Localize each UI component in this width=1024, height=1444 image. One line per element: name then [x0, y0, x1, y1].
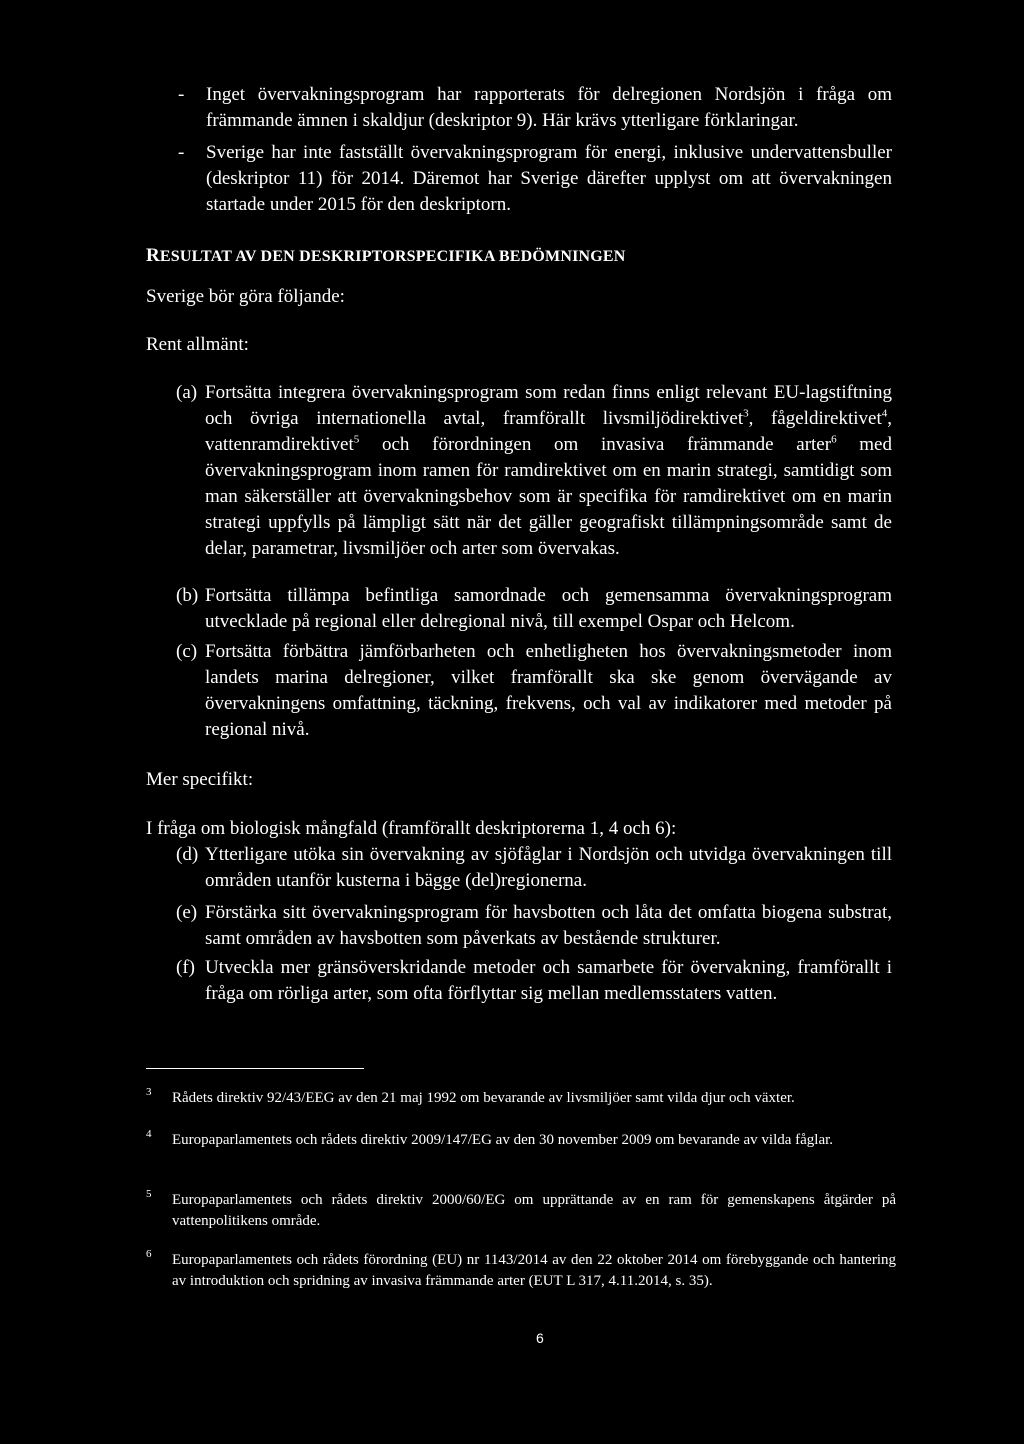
specific-label: Mer specifikt:	[146, 769, 254, 790]
recommendation-item	[176, 380, 892, 562]
item-text-part: Fortsätta integrera övervakningsprogram som redan finns enligt relevant EU-lagstiftning och övriga internationella avtal, framförallt livsmiljödirektivet	[205, 382, 892, 429]
intro-text: Sverige bör göra följande:	[146, 286, 345, 307]
recommendation-item	[176, 842, 892, 894]
item-text: Utveckla mer gränsöverskridande metoder och samarbete för övervakning, framförallt i fråga om rörliga arter, som ofta förflyttar sig mellan medlemsstaters vatten.	[205, 957, 892, 1004]
item-text: Fortsätta tillämpa befintliga samordnade och gemensamma övervakningsprogram utvecklade på regional eller delregional nivå, till exempel Ospar och Helcom.	[205, 585, 892, 632]
item-text: Ytterligare utöka sin övervakning av sjöfåglar i Nordsjön och utvidga övervakningen till områden utanför kusterna i bägge (del)regionerna.	[205, 844, 892, 891]
bullet-item	[178, 82, 892, 134]
footnote-text: Rådets direktiv 92/43/EEG av den 21 maj 1992 om bevarande av livsmiljöer samt vilda djur och växter.	[172, 1090, 795, 1106]
footnote	[146, 1190, 896, 1232]
footnote-number: 3	[146, 1086, 152, 1098]
biodiversity-intro: I fråga om biologisk mångfald (framförallt deskriptorerna 1, 4 och 6):	[146, 818, 677, 839]
footnote-text: Europaparlamentets och rådets direktiv 2000/60/EG om upprättande av en ram för gemenskapens åtgärder på vattenpolitikens område.	[172, 1192, 896, 1229]
footnote-ref: 5	[353, 433, 360, 446]
footnote	[146, 1130, 896, 1151]
footnote-ref: 4	[881, 407, 888, 420]
footnote-text: Europaparlamentets och rådets direktiv 2009/147/EG av den 30 november 2009 om bevarande av vilda fåglar.	[172, 1132, 834, 1148]
item-label: (d)	[176, 844, 199, 865]
item-text-part: med övervakningsprogram inom ramen för ramdirektivet om en marin strategi, samtidigt som man säkerställer att övervakningsbehov som är specifika för ramdirektivet om en marin strategi uppfylls på lämpligt sätt när det gäller geografiskt tillämpningsområde samt de delar, parametrar, livsmiljöer och arter som övervakas.	[205, 434, 892, 559]
item-label: (f)	[176, 957, 195, 978]
item-text	[205, 380, 892, 562]
recommendation-item	[176, 900, 892, 952]
bullet-text: Sverige har inte fastställt övervakningsprogram för energi, inklusive undervattensbuller (deskriptor 11) för 2014. Däremot har Sverige därefter upplyst om att övervakningen startade under 2015 för den deskriptorn.	[206, 142, 892, 215]
recommendation-item	[176, 955, 892, 1007]
item-label: (c)	[176, 641, 198, 662]
item-text-part: och förordningen om invasiva främmande arter	[359, 434, 832, 455]
bullet-item	[178, 140, 892, 218]
item-text-part: , vattenramdirektivet	[205, 408, 893, 455]
item-text: Fortsätta förbättra jämförbarheten och enhetligheten hos övervakningsmetoder inom landets marina delregioner, vilket framförallt ska ske genom övervägande av övervakningens omfattning, täckning, frekvens, och val av indikatorer med metoder på regional nivå.	[205, 641, 892, 740]
item-text-part: , fågeldirektivet	[748, 408, 882, 429]
footnote-number: 5	[146, 1188, 152, 1200]
page-number: 6	[536, 1330, 544, 1346]
item-label: (e)	[176, 902, 198, 923]
general-label: Rent allmänt:	[146, 334, 249, 355]
footnote	[146, 1250, 896, 1292]
item-text: Förstärka sitt övervakningsprogram för havsbotten och låta det omfatta biogena substrat, samt områden av havsbotten som påverkats av bestående strukturer.	[205, 902, 892, 949]
footnote	[146, 1088, 896, 1109]
bullet-text: Inget övervakningsprogram har rapporterats för delregionen Nordsjön i fråga om främmande ämnen i skaldjur (deskriptor 9). Här krävs ytterligare förklaringar.	[206, 84, 892, 131]
recommendation-item	[176, 639, 892, 743]
heading-rest: ESULTAT AV DEN DESKRIPTORSPECIFIKA BEDÖMNINGEN	[159, 248, 626, 265]
item-label: (a)	[176, 382, 198, 403]
footnote-text: Europaparlamentets och rådets förordning (EU) nr 1143/2014 av den 22 oktober 2014 om förebyggande och hantering av introduktion och spridning av invasiva främmande arter (EUT L 317, 4.11.2014, s. 35).	[172, 1252, 896, 1289]
recommendation-item	[176, 583, 892, 635]
footnote-ref: 6	[831, 433, 837, 446]
footnote-number: 4	[146, 1128, 152, 1140]
section-heading	[146, 245, 626, 267]
bullet-marker: -	[178, 84, 185, 105]
heading-initial: R	[146, 245, 160, 266]
footnote-divider	[146, 1068, 364, 1069]
item-label: (b)	[176, 585, 199, 606]
bullet-marker: -	[178, 142, 185, 163]
footnote-number: 6	[146, 1248, 152, 1260]
footnote-ref: 3	[743, 407, 749, 420]
